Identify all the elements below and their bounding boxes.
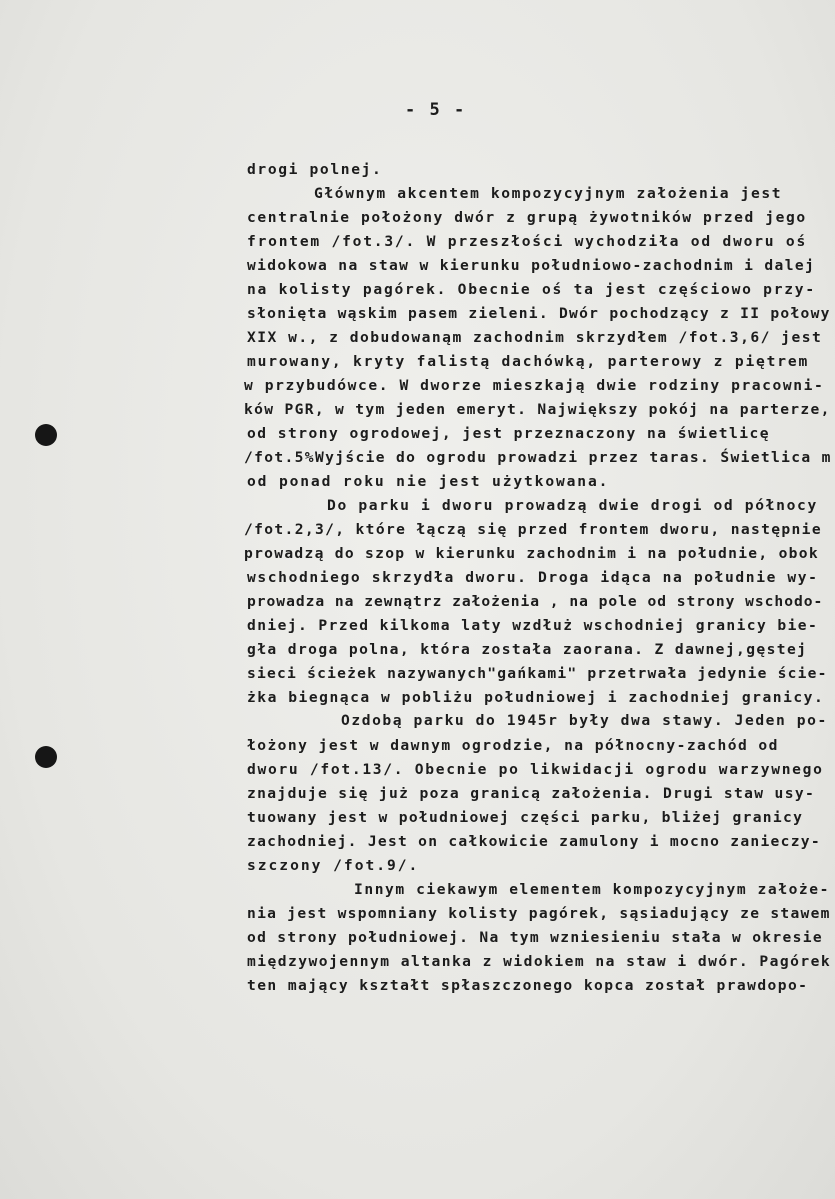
text-line: prowadzą do szop w kierunku zachodnim i na południe, obok (244, 545, 819, 562)
text-line: nia jest wspomniany kolisty pagórek, sąsiadujący ze stawem (247, 905, 831, 922)
text-line: drogi polnej. (247, 161, 383, 178)
text-line: /fot.5%Wyjście do ogrodu prowadzi przez taras. Świetlica m (244, 449, 832, 466)
text-line: /fot.2,3/, które łączą się przed frontem dworu, następnie (244, 521, 822, 538)
text-line: Głównym akcentem kompozycyjnym założenia jest (314, 185, 783, 202)
page-number: - 5 - (405, 100, 467, 120)
text-line: prowadza na zewnątrz założenia , na pole od strony wschodo- (247, 593, 824, 610)
text-line: wschodniego skrzydła dworu. Droga idąca na południe wy- (247, 569, 819, 586)
text-line: od ponad roku nie jest użytkowana. (247, 473, 610, 490)
text-line: centralnie położony dwór z grupą żywotników przed jego (247, 209, 807, 226)
punch-hole-top (35, 424, 57, 446)
text-line: tuowany jest w południowej części parku, bliżej granicy (247, 809, 804, 826)
text-line: międzywojennym altanka z widokiem na staw i dwór. Pagórek (247, 953, 832, 970)
text-line: od strony ogrodowej, jest przeznaczony na świetlicę (247, 425, 771, 442)
punch-hole-bottom (35, 746, 57, 768)
text-line: w przybudówce. W dworze mieszkają dwie rodziny pracowni- (244, 377, 825, 394)
text-line: łożony jest w dawnym ogrodzie, na północny-zachód od (247, 737, 779, 754)
text-line: widokowa na staw w kierunku południowo-zachodnim i dalej (247, 257, 816, 274)
text-line: żka biegnąca w pobliżu południowej i zachodniej granicy. (247, 689, 825, 706)
text-line: dniej. Przed kilkoma laty wzdłuż wschodniej granicy bie- (247, 617, 819, 634)
text-line: sieci ścieżek nazywanych"gańkami" przetrwała jedynie ście- (247, 665, 828, 682)
text-line: znajduje się już poza granicą założenia. Drugi staw usy- (247, 785, 816, 802)
text-line: dworu /fot.13/. Obecnie po likwidacji ogrodu warzywnego (247, 761, 824, 778)
text-line: Ozdobą parku do 1945r były dwa stawy. Jeden po- (341, 712, 828, 729)
text-line: od strony południowej. Na tym wzniesieniu stała w okresie (247, 929, 823, 946)
text-line: gła droga polna, która została zaorana. Z dawnej,gęstej (247, 641, 808, 658)
text-line: frontem /fot.3/. W przeszłości wychodziła od dworu oś (247, 233, 808, 250)
text-line: zachodniej. Jest on całkowicie zamulony i mocno zanieczy- (247, 833, 821, 850)
text-line: Innym ciekawym elementem kompozycyjnym założe- (354, 881, 830, 898)
text-line: XIX w., z dobudowanąm zachodnim skrzydłem /fot.3,6/ jest (247, 329, 823, 346)
text-line: murowany, kryty falistą dachówką, parterowy z piętrem (247, 353, 810, 370)
text-line: ten mający kształt spłaszczonego kopca został prawdopo- (247, 977, 809, 994)
text-line: szczony /fot.9/. (247, 857, 420, 874)
text-line: słonięta wąskim pasem zieleni. Dwór pochodzący z II połowy (247, 305, 831, 322)
text-line: na kolisty pagórek. Obecnie oś ta jest częściowo przy- (247, 281, 816, 298)
text-line: ków PGR, w tym jeden emeryt. Największy pokój na parterze, (244, 401, 831, 418)
text-line: Do parku i dworu prowadzą dwie drogi od północy (327, 497, 818, 514)
